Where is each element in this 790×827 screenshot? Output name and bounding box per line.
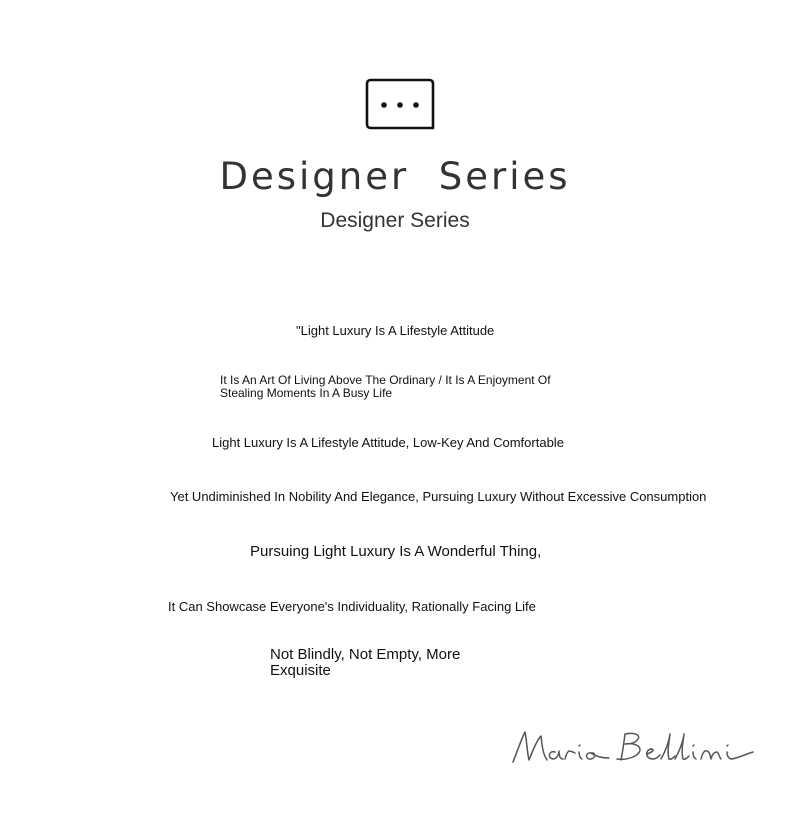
chat-bubble-ellipsis-icon xyxy=(365,78,435,130)
text-line-7: Not Blindly, Not Empty, More Exquisite xyxy=(270,646,461,679)
text-line-4: Yet Undiminished In Nobility And Elegance, Pursuing Luxury Without Excessive Consumption xyxy=(170,489,707,504)
text-line-5: Pursuing Light Luxury Is A Wonderful Thing, xyxy=(250,543,542,560)
text-line-1: "Light Luxury Is A Lifestyle Attitude xyxy=(296,323,495,338)
text-line-2: It Is An Art Of Living Above The Ordinary / It Is A Enjoyment Of Stealing Moments In A Busy Life xyxy=(220,373,551,400)
signature-image xyxy=(505,722,765,778)
text-line-6: It Can Showcase Everyone's Individuality, Rationally Facing Life xyxy=(168,599,536,614)
page-subtitle: Designer Series xyxy=(320,209,470,232)
text-line-3: Light Luxury Is A Lifestyle Attitude, Low-Key And Comfortable xyxy=(212,435,564,450)
page-title: Designer Series xyxy=(219,155,571,198)
